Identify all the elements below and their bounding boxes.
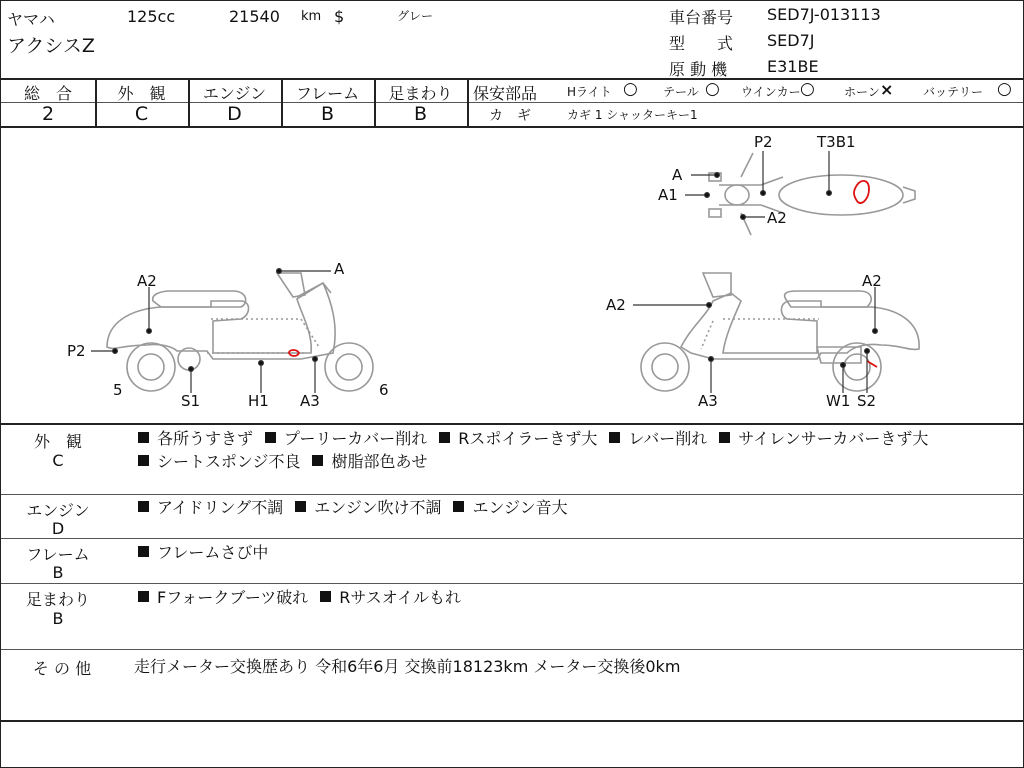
safety-mark-headlight: ○ <box>623 79 638 99</box>
key-value: カギ 1 シャッターキー1 <box>567 108 698 122</box>
left-front-hub <box>336 354 362 380</box>
list-item: Rスポイラーきず大 <box>439 429 597 448</box>
grade-label-suspension: 足まわり <box>388 84 453 103</box>
safety-item-headlight: Hライト <box>567 85 612 99</box>
color: グレー <box>397 9 434 23</box>
right-seat <box>785 291 872 307</box>
section-engine-grade: D <box>51 519 65 538</box>
top-seat <box>779 175 903 215</box>
label-right-A2-front: A2 <box>606 296 626 314</box>
mileage: 21540 <box>229 7 280 26</box>
divider <box>467 78 469 126</box>
label-top-A2: A2 <box>767 209 787 227</box>
key-label: カ ギ <box>489 108 531 124</box>
left-front-wheel <box>325 343 373 391</box>
divider <box>1 583 1024 584</box>
grade-value-overall: 2 <box>41 103 55 125</box>
safety-item-horn: ホーン <box>844 85 880 99</box>
right-rear-wheel <box>833 343 881 391</box>
list-item: プーリーカバー削れ <box>265 429 427 448</box>
top-mirror <box>709 209 721 217</box>
divider <box>1 423 1024 425</box>
section-suspension-name: 足まわり <box>25 590 90 609</box>
list-item: エンジン吹け不調 <box>295 498 441 517</box>
section-frame-items <box>138 541 280 564</box>
left-rear-wheel <box>127 343 175 391</box>
right-handle <box>703 273 731 297</box>
right-front-hub <box>652 354 678 380</box>
label-top-P2: P2 <box>754 133 773 151</box>
maker: ヤマハ <box>7 10 55 29</box>
divider <box>1 649 1024 650</box>
safety-mark-battery: ○ <box>997 79 1012 99</box>
damage-mark <box>854 181 869 203</box>
label-left-H1: H1 <box>248 392 269 410</box>
label-right-W1: W1 <box>826 392 851 410</box>
list-item: Rサスオイルもれ <box>320 588 461 607</box>
right-body-outline <box>681 293 919 359</box>
section-exterior-items <box>138 427 1023 473</box>
divider <box>1 78 1024 80</box>
section-suspension-grade: B <box>52 609 64 628</box>
scooter-diagram <box>1 127 1024 423</box>
label-top-A: A <box>672 166 683 184</box>
type-value: SED7J <box>767 31 815 50</box>
divider <box>1 720 1024 722</box>
list-item: 各所うすきず <box>138 429 253 448</box>
section-suspension-items <box>138 586 473 609</box>
mileage-unit: km <box>301 9 322 24</box>
grade-value-exterior: C <box>134 103 149 125</box>
label-left-A2: A2 <box>137 272 157 290</box>
safety-mark-tail: ○ <box>705 79 720 99</box>
left-seat <box>153 291 246 307</box>
section-frame-name: フレーム <box>26 545 90 564</box>
label-right-A3: A3 <box>698 392 718 410</box>
list-item: レバー削れ <box>609 429 707 448</box>
grade-label-frame: フレーム <box>295 84 360 103</box>
section-exterior-grade: C <box>52 451 64 470</box>
label-left-5: 5 <box>113 381 123 399</box>
displacement: 125cc <box>127 7 176 26</box>
grade-value-suspension: B <box>413 103 428 125</box>
safety-label: 保安部品 <box>473 84 538 103</box>
engine-value: E31BE <box>767 57 819 76</box>
other-label: そ の 他 <box>32 659 92 678</box>
safety-mark-winker: ○ <box>800 79 815 99</box>
label-left-A: A <box>334 260 345 278</box>
price-mark: $ <box>334 7 345 26</box>
grade-value-engine: D <box>227 103 242 125</box>
label-left-A3: A3 <box>300 392 320 410</box>
label-right-S2: S2 <box>857 392 877 410</box>
list-item: エンジン音大 <box>453 498 567 517</box>
left-inner-line <box>211 319 319 347</box>
safety-mark-horn: × <box>880 80 894 99</box>
section-engine-items <box>138 496 580 519</box>
label-left-S1: S1 <box>181 392 201 410</box>
list-item: Fフォークブーツ破れ <box>138 588 308 607</box>
right-rear-hub <box>844 354 870 380</box>
type-label: 型 式 <box>669 34 734 53</box>
list-item: 樹脂部色あせ <box>312 452 427 471</box>
section-frame-grade: B <box>52 563 64 582</box>
top-handlebar <box>741 153 753 235</box>
left-rear-hub <box>138 354 164 380</box>
list-item: フレームさび中 <box>138 543 268 562</box>
top-body <box>719 177 783 213</box>
label-right-A2-rear: A2 <box>862 272 882 290</box>
model-name: アクシスZ <box>7 35 95 57</box>
list-item: シートスポンジ不良 <box>138 452 300 471</box>
grade-label-exterior: 外 観 <box>117 84 166 103</box>
grade-label-overall: 総 合 <box>23 84 72 103</box>
right-front-wheel <box>641 343 689 391</box>
right-inner-line <box>701 319 819 349</box>
divider <box>467 102 1023 103</box>
other-text: 走行メーター交換歴あり 令和6年6月 交換前18123km メーター交換後0km <box>134 657 681 676</box>
grade-value-frame: B <box>320 103 335 125</box>
engine-label: 原 動 機 <box>669 60 728 79</box>
top-tail <box>903 187 915 203</box>
divider <box>1 494 1024 495</box>
left-handle <box>277 273 305 297</box>
label-top-T3B1: T3B1 <box>817 133 856 151</box>
safety-item-winker: ウインカー <box>741 85 801 99</box>
safety-item-tail: テール <box>663 85 699 99</box>
list-item: アイドリング不調 <box>138 498 283 517</box>
label-top-A1: A1 <box>658 186 678 204</box>
safety-item-battery: バッテリー <box>923 85 984 99</box>
list-item: サイレンサーカバーきず大 <box>719 429 928 448</box>
frame-label: 車台番号 <box>669 8 734 27</box>
grade-label-engine: エンジン <box>202 84 267 103</box>
damage-mark <box>867 361 877 367</box>
section-exterior-name: 外 観 <box>33 432 82 451</box>
label-left-6: 6 <box>379 381 389 399</box>
section-engine-name: エンジン <box>26 501 90 520</box>
divider <box>1 538 1024 539</box>
frame-no: SED7J-013113 <box>767 5 881 24</box>
label-left-P2: P2 <box>67 342 86 360</box>
top-headlight <box>725 185 749 205</box>
